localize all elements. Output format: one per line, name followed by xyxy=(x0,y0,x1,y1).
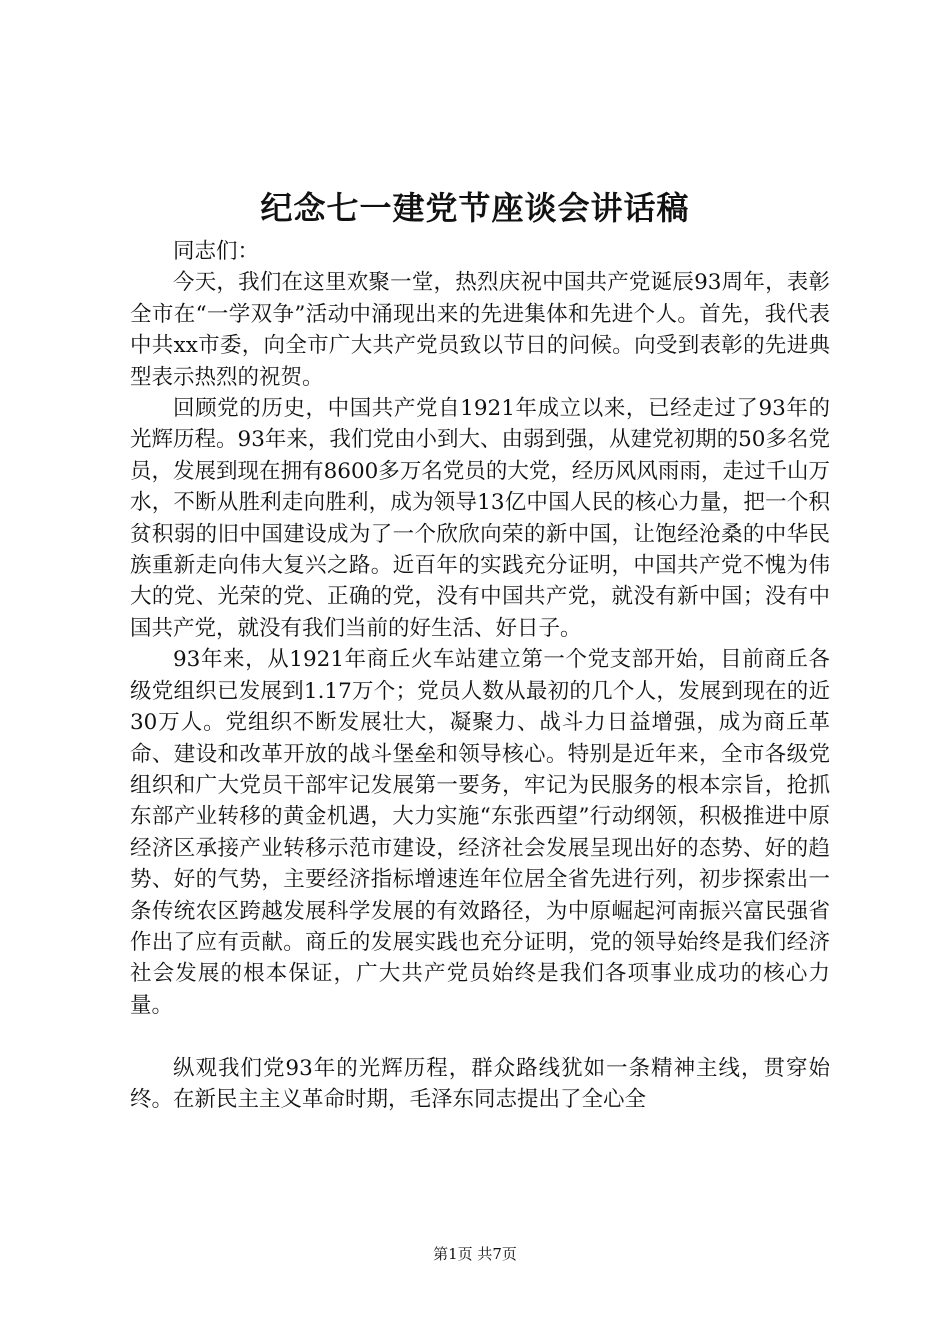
page-number-footer: 第1页 共7页 xyxy=(433,1245,517,1263)
document-title: 纪念七一建党节座谈会讲话稿 xyxy=(260,189,690,227)
paragraph-2: 回顾党的历史，中国共产党自1921年成立以来，已经走过了93年的光辉历程。93年来，我们党由小到大、由弱到强，从建党初期的50多名党员，发展到现在拥有8600多万名党员的大党，经历风风雨雨，走过千山万水，不断从胜利走向胜利，成为领导13亿中国人民的核心力量，把一个积贫积弱的旧中国建设成为了一个欣欣向荣的新中国，让饱经沧桑的中华民族重新走向伟大复兴之路。近百年的实践充分证明，中国共产党不愧为伟大的党、光荣的党、正确的党，没有中国共产党，就没有新中国；没有中国共产党，就没有我们当前的好生活、好日子。 xyxy=(130,396,830,641)
paragraph-4: 纵观我们党93年的光辉历程，群众路线犹如一条精神主线，贯穿始终。在新民主主义革命时期，毛泽东同志提出了全心全 xyxy=(130,1055,830,1112)
document-body xyxy=(130,236,830,1115)
paragraph-3: 93年来，从1921年商丘火车站建立第一个党支部开始，目前商丘各级党组织已发展到1.17万个；党员人数从最初的几个人，发展到现在的近30万人。党组织不断发展壮大，凝聚力、战斗力日益增强，成为商丘革命、建设和改革开放的战斗堡垒和领导核心。特别是近年来，全市各级党组织和广大党员干部牢记发展第一要务，牢记为民服务的根本宗旨，抢抓东部产业转移的黄金机遇，大力实施“东张西望”行动纲领，积极推进中原经济区承接产业转移示范市建设，经济社会发展呈现出好的态势、好的趋势、好的气势，主要经济指标增速连年位居全省先进行列，初步探索出一条传统农区跨越发展科学发展的有效路径，为中原崛起河南振兴富民强省作出了应有贡献。商丘的发展实践也充分证明，党的领导始终是我们经济社会发展的根本保证，广大共产党员始终是我们各项事业成功的核心力量。 xyxy=(130,647,830,1018)
salutation: 同志们： xyxy=(173,239,260,264)
paragraph-1: 今天，我们在这里欢聚一堂，热烈庆祝中国共产党诞辰93周年，表彰全市在“一学双争”活动中涌现出来的先进集体和先进个人。首先，我代表中共xx市委，向全市广大共产党员致以节日的问候。向受到表彰的先进典型表示热烈的祝贺。 xyxy=(130,270,830,390)
